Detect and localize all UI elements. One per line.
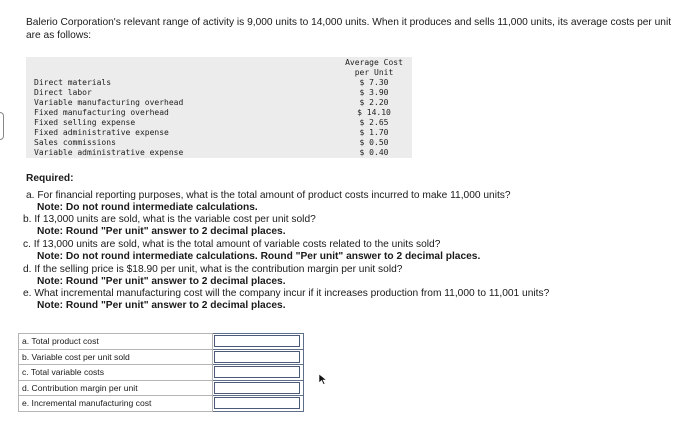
answer-row [19,365,304,381]
question-a-note: Note: Do not round intermediate calculations. [37,202,258,213]
question-b: b. If 13,000 units are sold, what is the variable cost per unit sold? [23,214,316,225]
answer-row [19,380,304,396]
cost-value: $ 0.50 [359,138,389,147]
cost-value: $ 14.10 [357,108,391,117]
cost-row [26,98,412,108]
required-heading: Required: [26,173,74,184]
answer-label: b. Variable cost per unit sold [19,349,213,365]
cost-row [26,108,412,118]
cost-table [26,57,412,158]
cost-label: Fixed manufacturing overhead [34,108,169,117]
cost-table-header [26,57,412,78]
answer-label: a. Total product cost [19,334,213,350]
cost-label: Direct materials [34,78,112,87]
cost-row [26,138,412,148]
answer-cell [213,334,304,350]
cost-value: $ 2.65 [359,118,389,127]
answer-cell [213,349,304,365]
cost-value: $ 7.30 [359,78,389,87]
answer-cell [213,380,304,396]
answer-label: e. Incremental manufacturing cost [19,396,213,412]
answer-input-c[interactable] [214,366,300,378]
cost-value: $ 1.70 [359,128,389,137]
answer-row [19,396,304,412]
cost-label: Variable administrative expense [34,148,184,157]
answer-input-b[interactable] [214,351,300,363]
question-b-note: Note: Round "Per unit" answer to 2 decimal places. [37,226,286,237]
cost-header-label: Average Cost per Unit [345,58,403,77]
problem-intro: Balerio Corporation's relevant range of activity is 9,000 units to 14,000 units. When it produces and sells 11,000 units, its average costs per unit are as follows: [26,17,672,41]
question-d: d. If the selling price is $18.90 per unit, what is the contribution margin per unit sold? [23,264,403,275]
cost-label: Direct labor [34,88,92,97]
cost-label: Fixed administrative expense [34,128,169,137]
cost-row [26,148,412,158]
answer-input-a[interactable] [214,335,300,347]
answer-label: c. Total variable costs [19,365,213,381]
answer-row [19,349,304,365]
cost-label: Sales commissions [34,138,116,147]
answer-input-d[interactable] [214,382,300,394]
scroll-edge-tab[interactable] [0,112,4,140]
answer-table [18,333,304,412]
question-e: e. What incremental manufacturing cost will the company incur if it increases production from 11,000 to 11,001 units? [23,288,550,299]
cost-row [26,78,412,88]
cost-row [26,128,412,138]
mouse-cursor-icon [318,373,328,385]
cost-value: $ 2.20 [359,98,389,107]
cost-row [26,118,412,128]
cost-value: $ 0.40 [359,148,389,157]
answer-cell [213,396,304,412]
answer-row [19,334,304,350]
cost-label: Variable manufacturing overhead [34,98,184,107]
answer-label: d. Contribution margin per unit [19,380,213,396]
question-d-note: Note: Round "Per unit" answer to 2 decimal places. [37,276,286,287]
question-e-note: Note: Round "Per unit" answer to 2 decimal places. [37,300,286,311]
question-c-note: Note: Do not round intermediate calculations. Round "Per unit" answer to 2 decimal places. [37,251,481,262]
question-a: a. For financial reporting purposes, what is the total amount of product costs incurred to make 11,000 units? [26,190,511,201]
answer-cell [213,365,304,381]
cost-value: $ 3.90 [359,88,389,97]
answer-input-e[interactable] [214,397,300,409]
cost-row [26,88,412,98]
cost-label: Fixed selling expense [34,118,136,127]
question-c: c. If 13,000 units are sold, what is the total amount of variable costs related to the units sold? [23,239,441,250]
